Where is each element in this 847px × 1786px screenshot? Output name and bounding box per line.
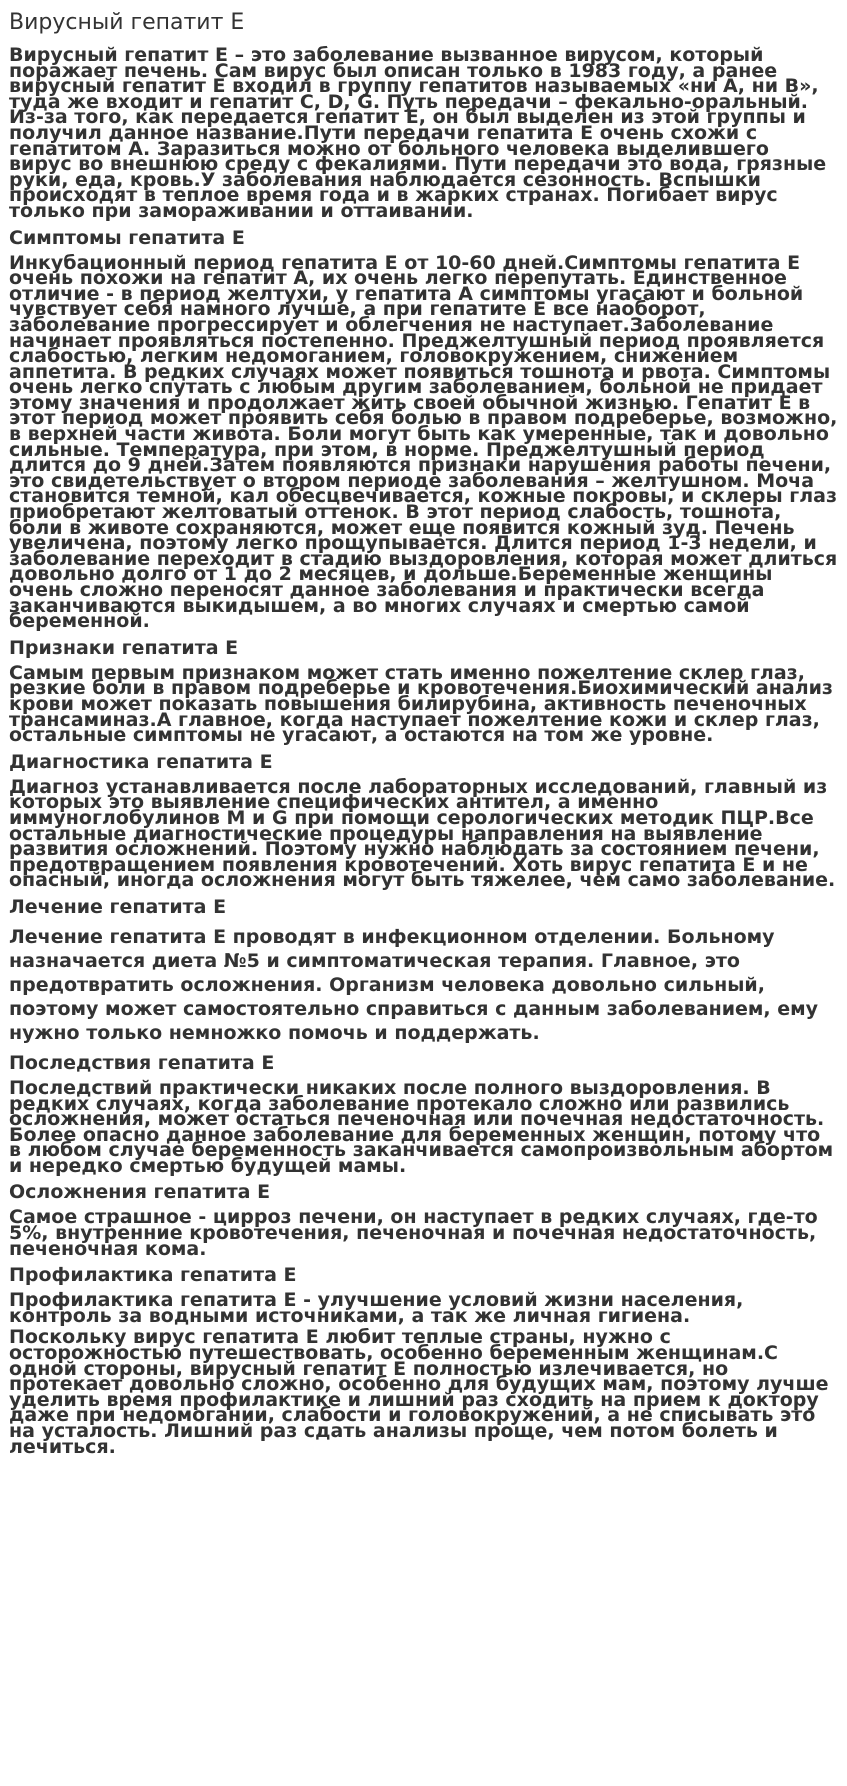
section-heading-treatment: Лечение гепатита Е — [9, 895, 227, 918]
section-paragraph-treatment: Лечение гепатита Е проводят в инфекционном отделении. Больному назначается диета №5 и симптоматическая терапия. Главное, это предотвратить осложнения. Организм человека довольно сильный, поэтому может самостоятельно справиться с данным заболеванием, ему нужно только немножко помочь и поддержать. — [9, 925, 819, 1044]
section-paragraph-prevention-1: Профилактика гепатита Е - улучшение условий жизни населения, контроль за водными источниками, а так же личная гигиена. — [9, 1289, 744, 1327]
section-paragraph-symptoms: Инкубационный период гепатита Е от 10-60 дней.Симптомы гепатита Е очень похожи на гепатит А, их очень легко перепутать. Единственное отличие - в период желтухи, у гепатита А симптомы угасают и больной чувствует себя намного лучше, а при гепатите Е все наоборот, заболевание прогрессирует и облегчения не наступает.Заболевание начинает проявляться постепенно. Преджелтушный период проявляется слабостью, легким недомоганием, головокружением, снижением аппетита. В редких случаях может появиться тошнота и рвота. Симптомы очень легко спутать с любым другим заболеванием, больной не придает этому значения и продолжает жить своей обычной жизнью. Гепатит Е в этот период может проявить себя болью в правом подреберье, возможно, в верхней части живота. Боли могут быть как умеренные, так и довольно сильные. Температура, при этом, в норме. Преджелтушный период длится до 9 дней.Затем появляются признаки нарушения работы печени, это свидетельствует о втором периоде заболевания – желтушном. Моча становится темной, кал обесцвечивается, кожные покровы, и склеры глаз приобретают желтоватый оттенок. В этот период слабость, тошнота, боли в животе сохраняются, может еще появится кожный зуд. Печень увеличена, поэтому легко прощупывается. Длится период 1-3 недели, и заболевание переходит в стадию выздоровления, которая может длиться довольно долго от 1 до 2 месяцев, и дольше.Беременные женщины очень сложно переносят данное заболевания и практически всегда заканчиваются выкидышем, а во многих случаях и смертью самой беременной. — [9, 251, 838, 633]
page-title: Вирусный гепатит Е — [9, 10, 245, 35]
section-heading-signs: Признаки гепатита Е — [9, 636, 239, 659]
intro-paragraph: Вирусный гепатит Е – это заболевание вызванное вирусом, который поражает печень. Сам вирус был описан только в 1983 году, а ранее вирусный гепатит Е входил в группу гепатитов называемых «ни А, ни В», туда же входит и гепатит С, D, G. Путь передачи – фекально-оральный. Из-за того, как передается гепатит Е, он был выделен из этой группы и получил данное название.Пути передачи гепатита Е очень схожи с гепатитом А. Заразиться можно от больного человека выделившего вирус во внешнюю среду с фекалиями. Пути передачи это вода, грязные руки, еда, кровь.У заболевания наблюдается сезонность. Вспышки происходят в теплое время года и в жарких странах. Погибает вирус только при замораживании и оттаивании. — [9, 44, 827, 222]
section-heading-complications: Осложнения гепатита Е — [9, 1181, 271, 1204]
section-paragraph-prevention-2: Поскольку вирус гепатита Е любит теплые страны, нужно с осторожностью путешествовать, особенно беременным женщинам.С одной стороны, вирусный гепатит Е полностью излечивается, но протекает довольно сложно, особенно для будущих мам, поэтому лучше уделить время профилактике и лишний раз сходить на прием к доктору даже при недомогании, слабости и головокружений, а не списывать это на усталость. Лишний раз сдать анализы проще, чем потом болеть и лечиться. — [9, 1326, 829, 1458]
section-heading-symptoms: Симптомы гепатита Е — [9, 226, 245, 249]
section-paragraph-complications: Самое страшное - цирроз печени, он наступает в редких случаях, где-то 5%, внутренние кровотечения, печеночная и почечная недостаточность, печеночная кома. — [9, 1206, 818, 1260]
section-paragraph-signs: Самым первым признаком может стать именно пожелтение склер глаз, резкие боли в правом подреберье и кровотечения.Биохимический анализ крови может показать повышения билирубина, активность печеночных трансаминаз.А главное, когда наступает пожелтение кожи и склер глаз, остальные симптомы не угасают, а остаются на том же уровне. — [9, 661, 833, 747]
section-heading-consequences: Последствия гепатита Е — [9, 1051, 275, 1074]
section-paragraph-diagnostics: Диагноз устанавливается после лабораторных исследований, главный из которых это выявление специфических антител, а именно иммуноглобулинов M и G при помощи серологических методик ПЦР.Все остальные диагностические процедуры направления на выявление развития осложнений. Поэтому нужно наблюдать за состоянием печени, предотвращением появления кровотечений. Хоть вирус гепатита Е и не опасный, иногда осложнения могут быть тяжелее, чем само заболевание. — [9, 775, 836, 892]
section-paragraph-consequences: Последствий практически никаких после полного выздоровления. В редких случаях, когда заболевание протекало сложно или развились осложнения, может остаться печеночная или почечная недостаточность. Более опасно данное заболевание для беременных женщин, потому что в любом случае беременность заканчивается самопроизвольным абортом и нередко смертью будущей мамы. — [9, 1076, 834, 1177]
section-heading-prevention: Профилактика гепатита Е — [9, 1264, 297, 1287]
section-heading-diagnostics: Диагностика гепатита Е — [9, 750, 273, 773]
